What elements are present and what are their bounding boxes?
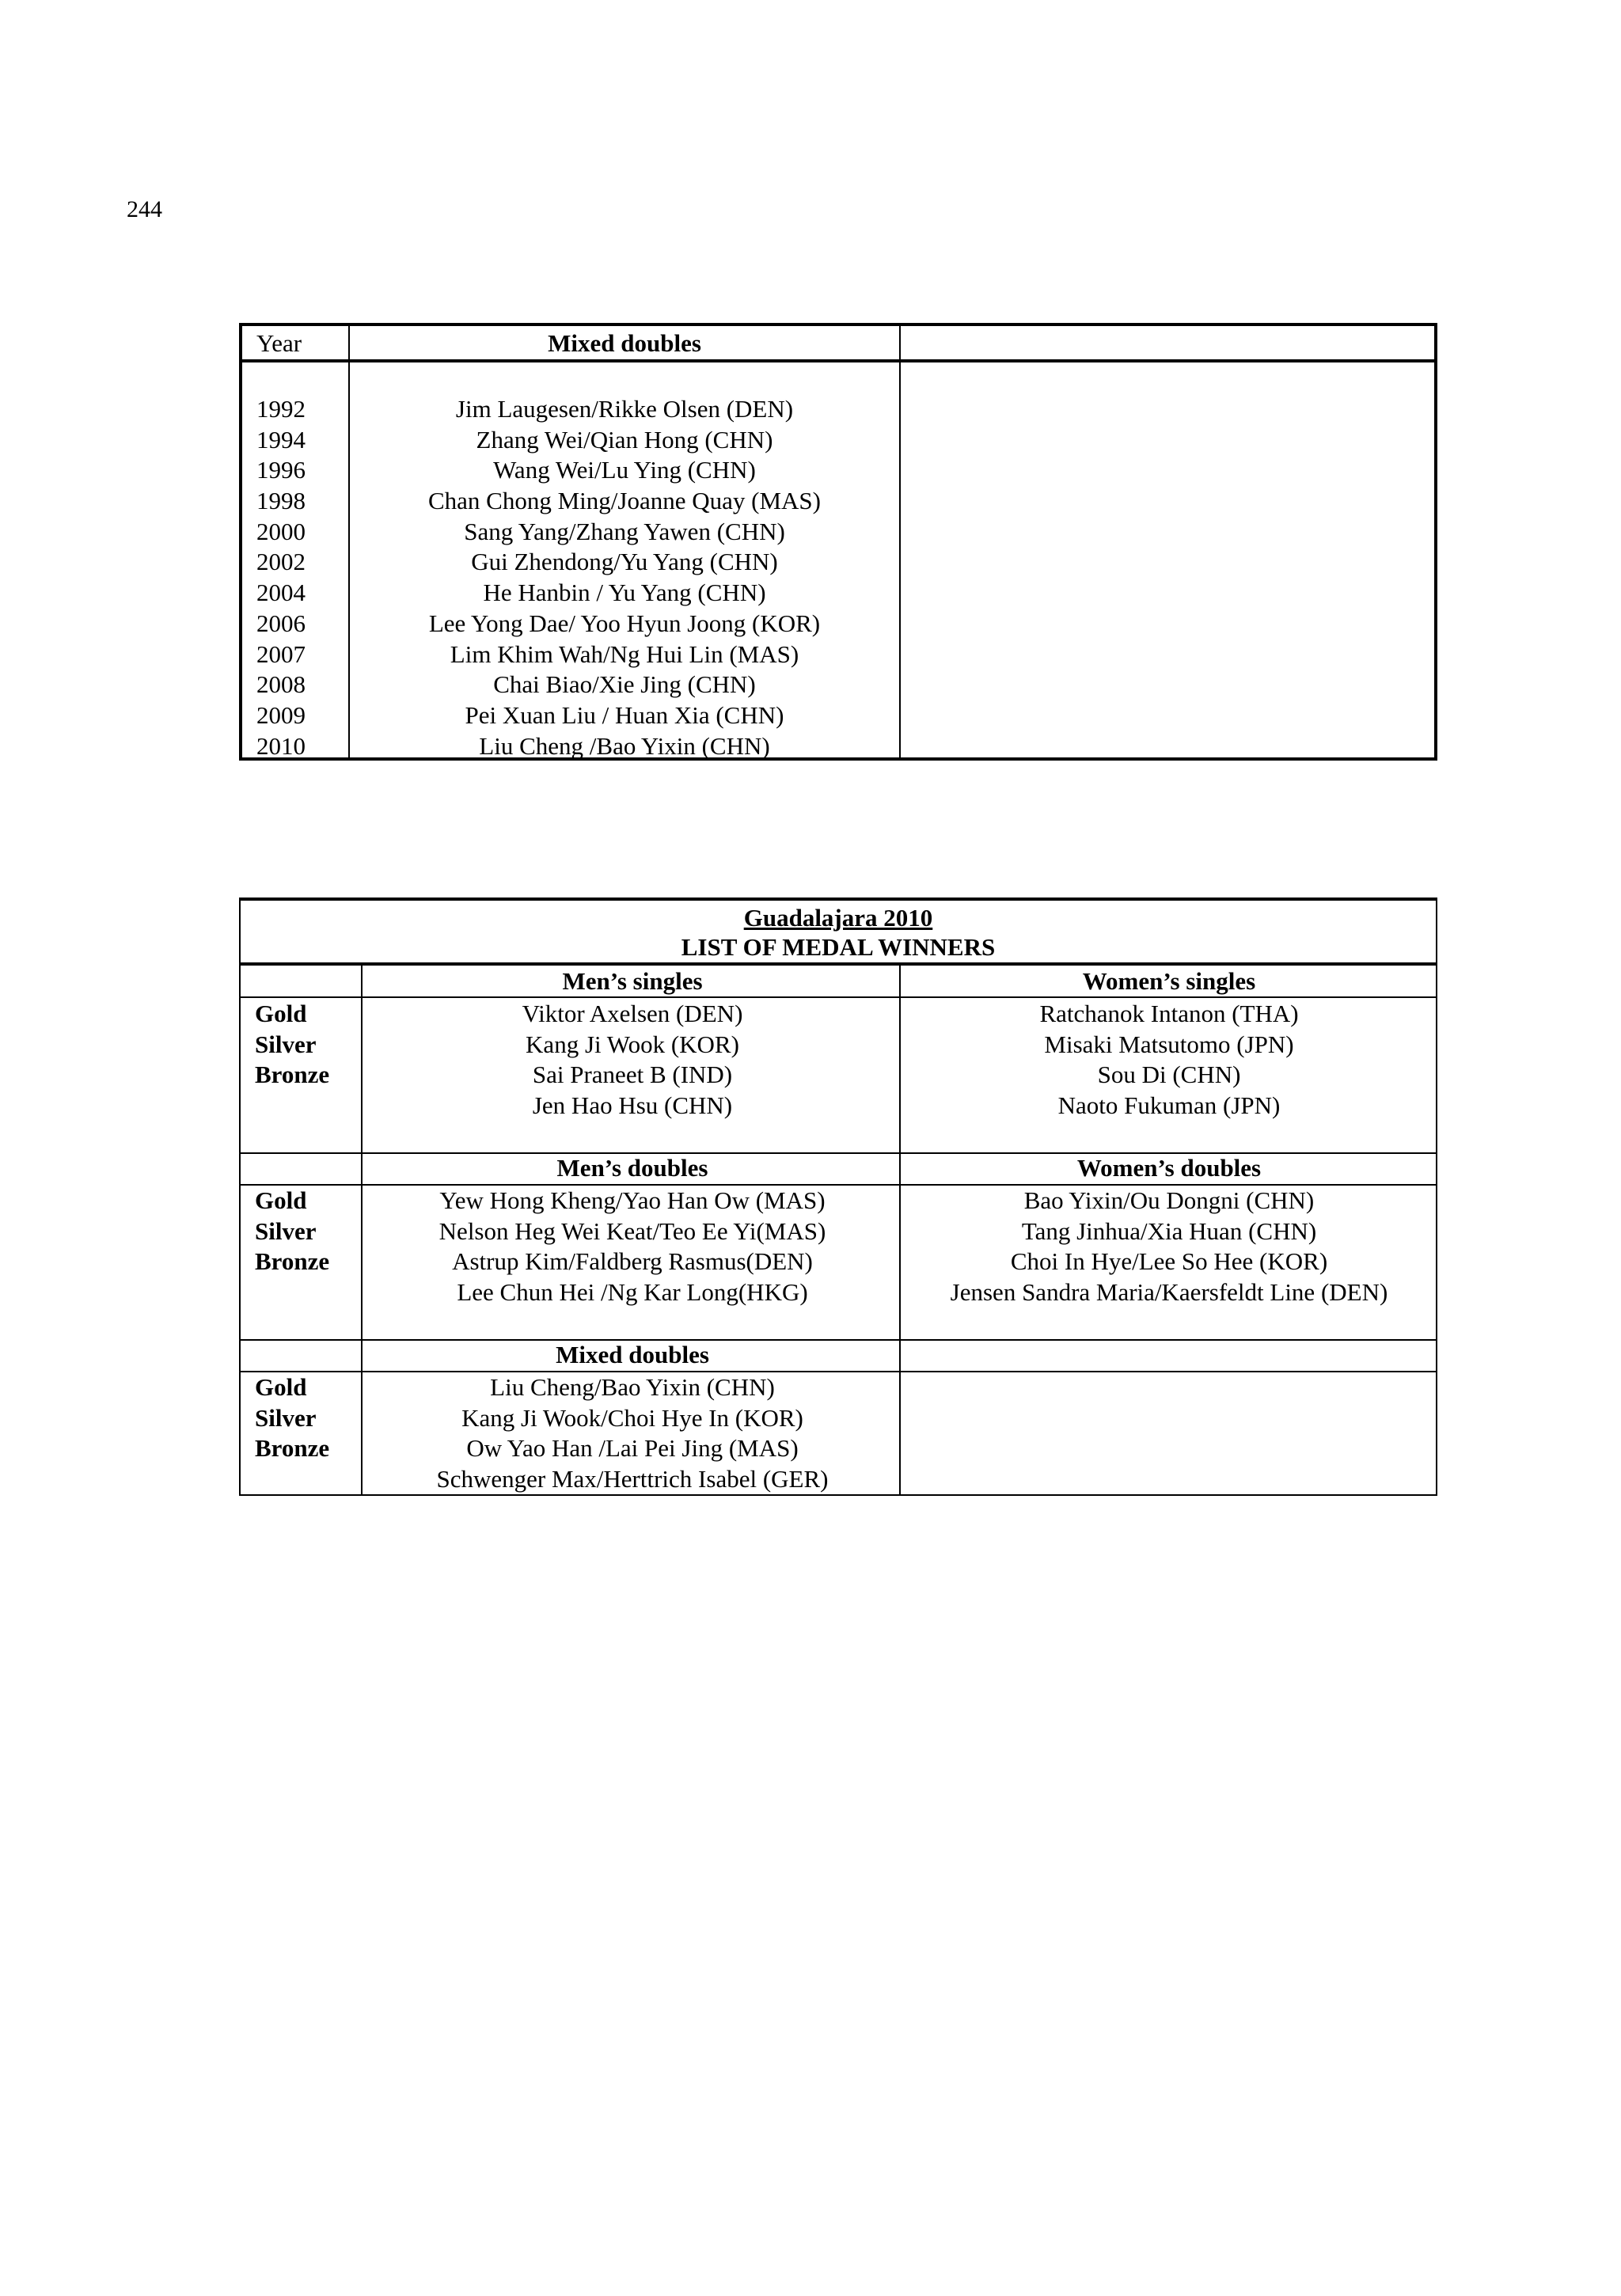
winner-cell: Bao Yixin/Ou Dongni (CHN) [1023, 1186, 1315, 1214]
winner-cell: Misaki Matsutomo (JPN) [1044, 1030, 1294, 1058]
winner-cell: Lim Khim Wah/Ng Hui Lin (MAS) [450, 639, 799, 668]
column-divider [899, 326, 901, 757]
winner-cell: Pei Xuan Liu / Huan Xia (CHN) [465, 700, 784, 729]
row-divider [241, 996, 1436, 998]
year-cell: 2000 [256, 517, 306, 545]
mens-singles-header: Men’s singles [562, 967, 703, 995]
medal-label-bronze: Bronze [255, 1434, 330, 1462]
winner-cell: Sou Di (CHN) [1097, 1061, 1241, 1088]
medal-list-title: LIST OF MEDAL WINNERS [681, 933, 996, 961]
year-cell: 1996 [256, 456, 306, 484]
medal-label-silver: Silver [255, 1216, 317, 1245]
mixed-doubles-header: Mixed doubles [556, 1341, 709, 1368]
winner-cell: Ratchanok Intanon (THA) [1039, 1000, 1299, 1027]
winner-cell: Ow Yao Han /Lai Pei Jing (MAS) [466, 1434, 799, 1462]
winner-cell: Lee Chun Hei /Ng Kar Long(HKG) [457, 1277, 808, 1306]
title-divider [241, 962, 1436, 966]
winner-cell: Zhang Wei/Qian Hong (CHN) [476, 425, 773, 454]
mens-doubles-winners [364, 1186, 901, 1307]
page-number: 244 [127, 196, 162, 222]
winner-cell: Tang Jinhua/Xia Huan (CHN) [1021, 1216, 1317, 1245]
winner-cell: Wang Wei/Lu Ying (CHN) [493, 456, 756, 484]
event-column-header: Mixed doubles [548, 329, 701, 357]
winner-cell: Sang Yang/Zhang Yawen (CHN) [464, 517, 785, 545]
medal-label-gold: Gold [255, 1000, 307, 1027]
year-list [256, 394, 306, 761]
womens-doubles-header: Women’s doubles [1076, 1154, 1262, 1182]
winner-list [350, 394, 899, 761]
year-column-header: Year [256, 329, 302, 357]
winner-cell: Jensen Sandra Maria/Kaersfeldt Line (DEN) [950, 1277, 1388, 1306]
year-cell: 2002 [256, 548, 306, 576]
winner-cell: Nelson Heg Wei Keat/Teo Ee Yi(MAS) [438, 1216, 826, 1245]
year-cell: 2009 [256, 700, 306, 729]
winner-cell: Liu Cheng /Bao Yixin (CHN) [479, 731, 770, 760]
medal-label-gold: Gold [255, 1373, 307, 1401]
year-cell: 1998 [256, 487, 306, 515]
winner-cell: Sai Praneet B (IND) [532, 1061, 733, 1088]
medal-label-silver: Silver [255, 1030, 317, 1058]
winner-cell: Gui Zhendong/Yu Yang (CHN) [471, 548, 778, 576]
winner-cell: He Hanbin / Yu Yang (CHN) [483, 579, 766, 607]
winner-cell: Yew Hong Kheng/Yao Han Ow (MAS) [439, 1186, 826, 1214]
header-divider [242, 359, 1434, 362]
medal-labels [255, 1372, 329, 1464]
medal-label-bronze: Bronze [255, 1247, 330, 1275]
year-cell: 2004 [256, 579, 306, 607]
venue-title: Guadalajara 2010 [743, 904, 933, 932]
winner-cell: Liu Cheng/Bao Yixin (CHN) [490, 1373, 775, 1401]
medal-labels [255, 999, 329, 1091]
mens-singles-winners [364, 999, 901, 1121]
winner-cell: Schwenger Max/Herttrich Isabel (GER) [436, 1464, 829, 1493]
medal-label-bronze: Bronze [255, 1061, 330, 1088]
year-cell: 2010 [256, 731, 306, 760]
winner-cell: Choi In Hye/Lee So Hee (KOR) [1010, 1247, 1328, 1275]
winner-cell: Astrup Kim/Faldberg Rasmus(DEN) [452, 1247, 813, 1275]
medal-label-silver: Silver [255, 1403, 317, 1432]
year-cell: 2006 [256, 609, 306, 637]
womens-singles-winners [901, 999, 1437, 1121]
winner-cell: Viktor Axelsen (DEN) [522, 1000, 743, 1027]
medal-label-gold: Gold [255, 1186, 307, 1214]
winner-cell: Lee Yong Dae/ Yoo Hyun Joong (KOR) [428, 609, 821, 637]
winner-cell: Kang Ji Wook (KOR) [526, 1030, 739, 1058]
column-divider [361, 964, 363, 1494]
winner-cell: Chan Chong Ming/Joanne Quay (MAS) [428, 487, 821, 515]
year-cell: 2008 [256, 670, 306, 699]
mixed-doubles-winners [364, 1372, 901, 1494]
winner-cell: Chai Biao/Xie Jing (CHN) [493, 670, 756, 699]
womens-doubles-winners [901, 1186, 1437, 1307]
medal-winners-table [239, 898, 1437, 1496]
mixed-doubles-history-table [239, 323, 1437, 761]
winner-cell: Jim Laugesen/Rikke Olsen (DEN) [455, 395, 794, 423]
winner-cell: Kang Ji Wook/Choi Hye In (KOR) [461, 1403, 803, 1432]
year-cell: 1992 [256, 395, 306, 423]
year-cell: 1994 [256, 425, 306, 454]
winner-cell: Naoto Fukuman (JPN) [1057, 1091, 1281, 1119]
mens-doubles-header: Men’s doubles [556, 1154, 708, 1182]
medal-labels [255, 1186, 329, 1277]
womens-singles-header: Women’s singles [1082, 967, 1256, 995]
year-cell: 2007 [256, 639, 306, 668]
winner-cell: Jen Hao Hsu (CHN) [532, 1091, 733, 1119]
